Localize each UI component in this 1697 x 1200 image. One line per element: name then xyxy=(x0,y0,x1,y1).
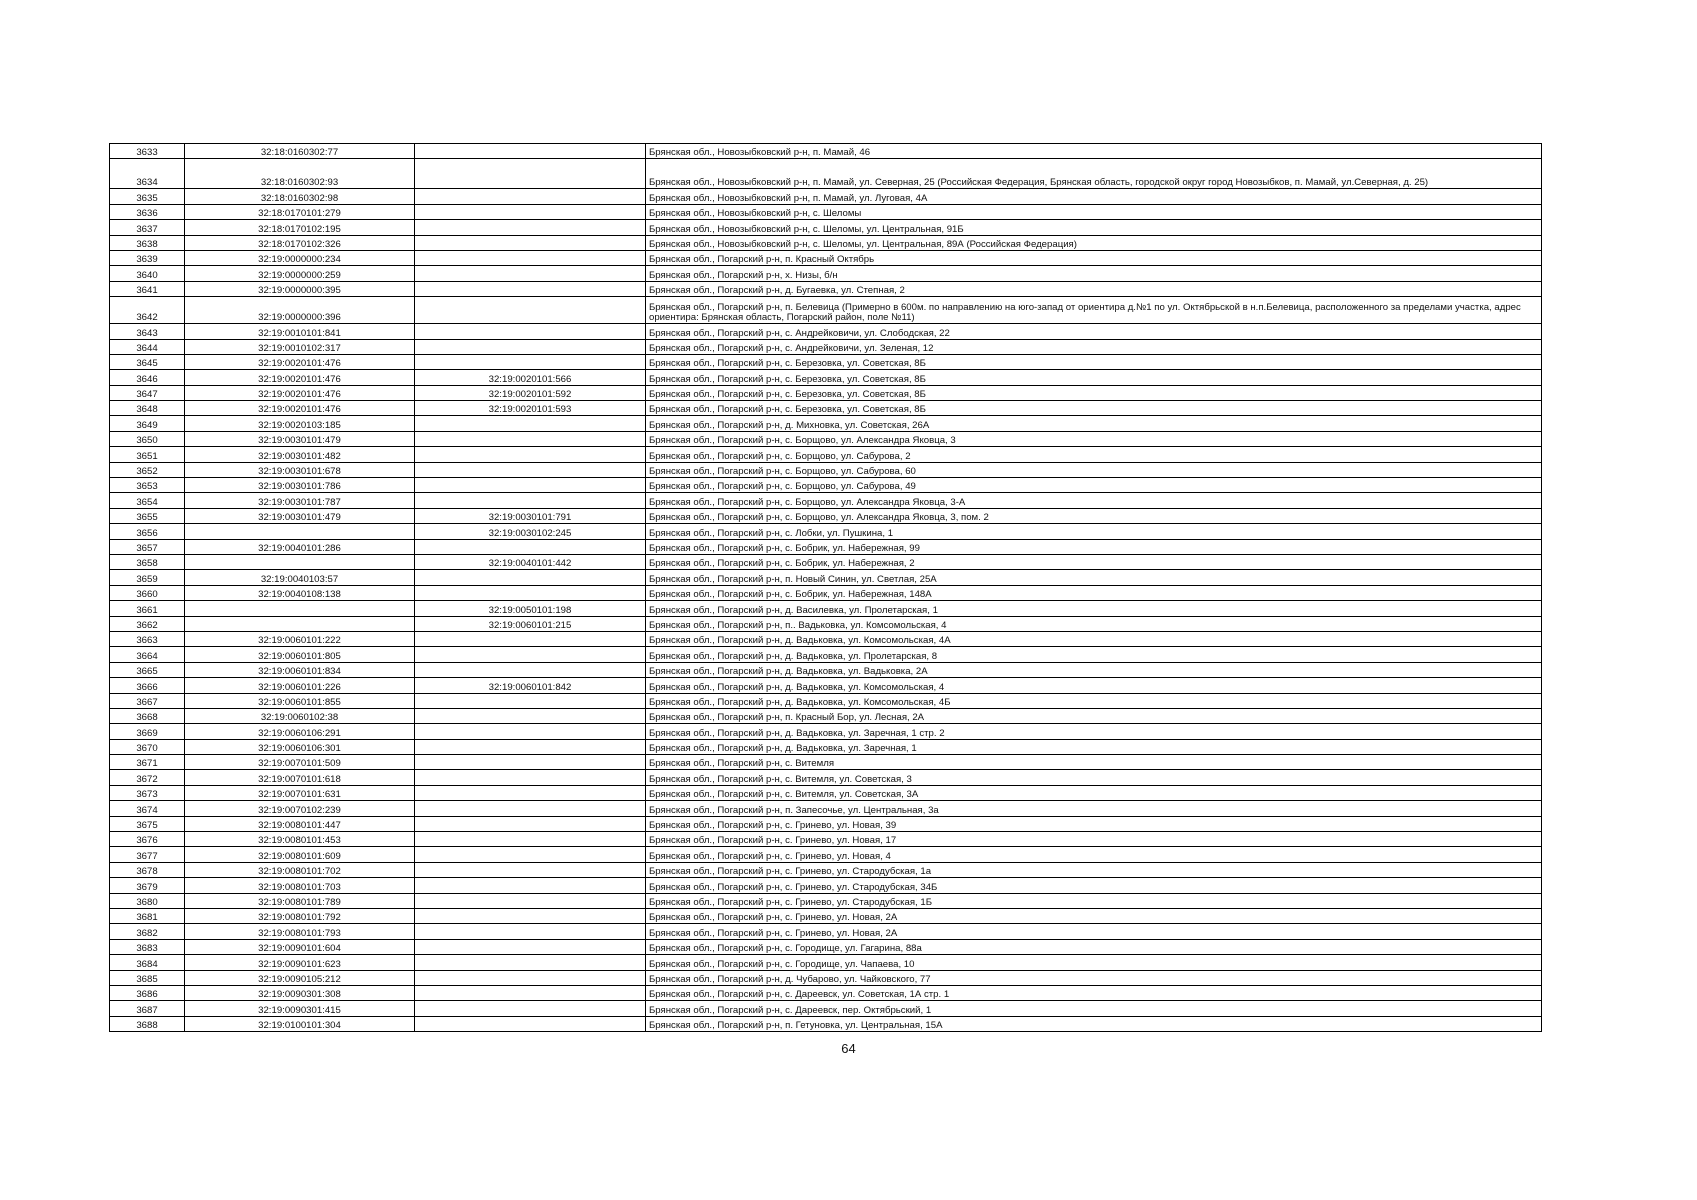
cadastral-number-cell: 32:19:0020101:476 xyxy=(185,401,415,416)
row-number-cell: 3666 xyxy=(110,678,185,693)
row-number-cell: 3667 xyxy=(110,693,185,708)
cadastral-number-cell: 32:19:0060101:834 xyxy=(185,662,415,677)
linked-cadastral-number-cell xyxy=(415,235,646,250)
linked-cadastral-number-cell xyxy=(415,204,646,219)
address-cell: Брянская обл., Погарский р-н, с. Бобрик, ул. Набережная, 2 xyxy=(646,554,1542,569)
linked-cadastral-number-cell xyxy=(415,908,646,923)
table-row xyxy=(110,508,1542,523)
table-row xyxy=(110,878,1542,893)
table-row xyxy=(110,924,1542,939)
linked-cadastral-number-cell xyxy=(415,693,646,708)
address-cell: Брянская обл., Погарский р-н, с. Лобки, ул. Пушкина, 1 xyxy=(646,524,1542,539)
linked-cadastral-number-cell: 32:19:0050101:198 xyxy=(415,601,646,616)
cadastral-number-cell: 32:18:0160302:77 xyxy=(185,144,415,159)
linked-cadastral-number-cell xyxy=(415,801,646,816)
row-number-cell: 3641 xyxy=(110,281,185,296)
linked-cadastral-number-cell xyxy=(415,755,646,770)
address-cell: Брянская обл., Погарский р-н, д. Чубарово, ул. Чайковского, 77 xyxy=(646,970,1542,985)
address-cell: Брянская обл., Погарский р-н, с. Борщово, ул. Сабурова, 60 xyxy=(646,462,1542,477)
row-number-cell: 3682 xyxy=(110,924,185,939)
address-cell: Брянская обл., Погарский р-н, п.. Вадьковка, ул. Комсомольская, 4 xyxy=(646,616,1542,631)
linked-cadastral-number-cell xyxy=(415,570,646,585)
row-number-cell: 3686 xyxy=(110,985,185,1000)
linked-cadastral-number-cell xyxy=(415,708,646,723)
row-number-cell: 3650 xyxy=(110,431,185,446)
row-number-cell: 3664 xyxy=(110,647,185,662)
table-row xyxy=(110,724,1542,739)
address-cell: Брянская обл., Погарский р-н, с. Березовка, ул. Советская, 8Б xyxy=(646,354,1542,369)
linked-cadastral-number-cell xyxy=(415,832,646,847)
address-cell: Брянская обл., Погарский р-н, с. Бобрик, ул. Набережная, 148А xyxy=(646,585,1542,600)
address-cell: Брянская обл., Погарский р-н, п. Белевица (Примерно в 600м. по направлению на юго-запад от ориентира д.№1 по ул. Октябрьской в н.п.Белевица, расположенного за пределами участка, адрес ориентира: Брянская область, Погарский район, поле №11) xyxy=(646,297,1542,324)
cadastral-number-cell: 32:19:0070102:239 xyxy=(185,801,415,816)
linked-cadastral-number-cell xyxy=(415,847,646,862)
cadastral-number-cell: 32:19:0040108:138 xyxy=(185,585,415,600)
linked-cadastral-number-cell xyxy=(415,770,646,785)
cadastral-number-cell: 32:19:0060102:38 xyxy=(185,708,415,723)
row-number-cell: 3640 xyxy=(110,266,185,281)
linked-cadastral-number-cell xyxy=(415,631,646,646)
linked-cadastral-number-cell xyxy=(415,462,646,477)
address-cell: Брянская обл., Погарский р-н, с. Борщово, ул. Сабурова, 49 xyxy=(646,478,1542,493)
row-number-cell: 3633 xyxy=(110,144,185,159)
cadastral-number-cell: 32:19:0020101:476 xyxy=(185,354,415,369)
address-cell: Брянская обл., Погарский р-н, с. Гринево, ул. Новая, 39 xyxy=(646,816,1542,831)
cadastral-number-cell: 32:18:0170101:279 xyxy=(185,204,415,219)
table-row xyxy=(110,662,1542,677)
cadastral-number-cell: 32:19:0020101:476 xyxy=(185,370,415,385)
cadastral-number-cell: 32:18:0170102:326 xyxy=(185,235,415,250)
table-row xyxy=(110,785,1542,800)
linked-cadastral-number-cell xyxy=(415,339,646,354)
linked-cadastral-number-cell xyxy=(415,189,646,204)
table-row xyxy=(110,493,1542,508)
cadastral-number-cell xyxy=(185,601,415,616)
linked-cadastral-number-cell xyxy=(415,955,646,970)
cadastral-number-cell: 32:19:0070101:509 xyxy=(185,755,415,770)
row-number-cell: 3681 xyxy=(110,908,185,923)
row-number-cell: 3675 xyxy=(110,816,185,831)
address-cell: Брянская обл., Новозыбковский р-н, п. Мамай, ул. Луговая, 4А xyxy=(646,189,1542,204)
table-row xyxy=(110,401,1542,416)
address-cell: Брянская обл., Погарский р-н, д. Вадьковка, ул. Комсомольская, 4А xyxy=(646,631,1542,646)
cadastral-number-cell: 32:19:0090101:604 xyxy=(185,939,415,954)
row-number-cell: 3659 xyxy=(110,570,185,585)
linked-cadastral-number-cell xyxy=(415,862,646,877)
cadastral-number-cell: 32:19:0010101:841 xyxy=(185,324,415,339)
address-cell: Брянская обл., Новозыбковский р-н, п. Мамай, 46 xyxy=(646,144,1542,159)
address-cell: Брянская обл., Новозыбковский р-н, с. Шеломы, ул. Центральная, 91Б xyxy=(646,220,1542,235)
address-cell: Брянская обл., Погарский р-н, с. Городище, ул. Чапаева, 10 xyxy=(646,955,1542,970)
row-number-cell: 3684 xyxy=(110,955,185,970)
address-cell: Брянская обл., Погарский р-н, с. Гринево, ул. Новая, 2А xyxy=(646,908,1542,923)
address-cell: Брянская обл., Погарский р-н, д. Бугаевка, ул. Степная, 2 xyxy=(646,281,1542,296)
table-row xyxy=(110,770,1542,785)
linked-cadastral-number-cell xyxy=(415,478,646,493)
table-row xyxy=(110,585,1542,600)
table-row xyxy=(110,235,1542,250)
address-cell: Брянская обл., Погарский р-н, д. Михновка, ул. Советская, 26А xyxy=(646,416,1542,431)
cadastral-number-cell: 32:19:0090301:415 xyxy=(185,1001,415,1016)
row-number-cell: 3663 xyxy=(110,631,185,646)
address-cell: Брянская обл., Погарский р-н, д. Вадьковка, ул. Комсомольская, 4 xyxy=(646,678,1542,693)
table-row xyxy=(110,801,1542,816)
row-number-cell: 3672 xyxy=(110,770,185,785)
address-cell: Брянская обл., Погарский р-н, с. Гринево, ул. Новая, 2А xyxy=(646,924,1542,939)
table-row xyxy=(110,431,1542,446)
address-cell: Брянская обл., Погарский р-н, с. Борщово, ул. Александра Яковца, 3 xyxy=(646,431,1542,446)
cadastral-number-cell: 32:19:0000000:395 xyxy=(185,281,415,296)
linked-cadastral-number-cell: 32:19:0020101:593 xyxy=(415,401,646,416)
table-row xyxy=(110,601,1542,616)
linked-cadastral-number-cell xyxy=(415,324,646,339)
table-row xyxy=(110,416,1542,431)
cadastral-number-cell: 32:19:0080101:702 xyxy=(185,862,415,877)
table-row xyxy=(110,755,1542,770)
address-cell: Брянская обл., Погарский р-н, с. Борщово, ул. Сабурова, 2 xyxy=(646,447,1542,462)
linked-cadastral-number-cell xyxy=(415,266,646,281)
cadastral-number-cell: 32:19:0010102:317 xyxy=(185,339,415,354)
linked-cadastral-number-cell xyxy=(415,1001,646,1016)
address-cell: Брянская обл., Погарский р-н, с. Березовка, ул. Советская, 8Б xyxy=(646,370,1542,385)
cadastral-number-cell: 32:19:0080101:453 xyxy=(185,832,415,847)
cadastral-number-cell: 32:19:0080101:793 xyxy=(185,924,415,939)
row-number-cell: 3648 xyxy=(110,401,185,416)
row-number-cell: 3677 xyxy=(110,847,185,862)
table-row xyxy=(110,832,1542,847)
linked-cadastral-number-cell xyxy=(415,878,646,893)
table-row xyxy=(110,204,1542,219)
address-cell: Брянская обл., Новозыбковский р-н, с. Шеломы xyxy=(646,204,1542,219)
registry-table xyxy=(109,143,1542,1032)
address-cell: Брянская обл., Погарский р-н, с. Андрейковичи, ул. Зеленая, 12 xyxy=(646,339,1542,354)
row-number-cell: 3634 xyxy=(110,159,185,189)
linked-cadastral-number-cell xyxy=(415,816,646,831)
row-number-cell: 3645 xyxy=(110,354,185,369)
linked-cadastral-number-cell xyxy=(415,724,646,739)
address-cell: Брянская обл., Погарский р-н, с. Дареевск, пер. Октябрьский, 1 xyxy=(646,1001,1542,1016)
table-row xyxy=(110,144,1542,159)
row-number-cell: 3651 xyxy=(110,447,185,462)
row-number-cell: 3647 xyxy=(110,385,185,400)
address-cell: Брянская обл., Погарский р-н, с. Городище, ул. Гагарина, 88а xyxy=(646,939,1542,954)
row-number-cell: 3654 xyxy=(110,493,185,508)
table-row xyxy=(110,478,1542,493)
cadastral-number-cell: 32:19:0060106:301 xyxy=(185,739,415,754)
cadastral-number-cell: 32:19:0060101:805 xyxy=(185,647,415,662)
address-cell: Брянская обл., Погарский р-н, д. Вадьковка, ул. Заречная, 1 стр. 2 xyxy=(646,724,1542,739)
table-row xyxy=(110,693,1542,708)
address-cell: Брянская обл., Погарский р-н, с. Борщово, ул. Александра Яковца, 3, пом. 2 xyxy=(646,508,1542,523)
address-cell: Брянская обл., Погарский р-н, с. Дареевск, ул. Советская, 1А стр. 1 xyxy=(646,985,1542,1000)
table-row xyxy=(110,462,1542,477)
row-number-cell: 3656 xyxy=(110,524,185,539)
table-row xyxy=(110,678,1542,693)
cadastral-number-cell: 32:19:0040103:57 xyxy=(185,570,415,585)
table-row xyxy=(110,539,1542,554)
linked-cadastral-number-cell xyxy=(415,144,646,159)
cadastral-number-cell: 32:19:0030101:482 xyxy=(185,447,415,462)
address-cell: Брянская обл., Погарский р-н, д. Василевка, ул. Пролетарская, 1 xyxy=(646,601,1542,616)
cadastral-number-cell: 32:19:0080101:789 xyxy=(185,893,415,908)
row-number-cell: 3637 xyxy=(110,220,185,235)
table-row xyxy=(110,985,1542,1000)
cadastral-number-cell: 32:19:0000000:259 xyxy=(185,266,415,281)
table-row xyxy=(110,1016,1542,1031)
table-row xyxy=(110,324,1542,339)
cadastral-number-cell: 32:19:0080101:447 xyxy=(185,816,415,831)
linked-cadastral-number-cell xyxy=(415,416,646,431)
row-number-cell: 3655 xyxy=(110,508,185,523)
cadastral-number-cell: 32:19:0070101:631 xyxy=(185,785,415,800)
linked-cadastral-number-cell: 32:19:0030102:245 xyxy=(415,524,646,539)
row-number-cell: 3635 xyxy=(110,189,185,204)
table-row xyxy=(110,250,1542,265)
linked-cadastral-number-cell: 32:19:0020101:592 xyxy=(415,385,646,400)
linked-cadastral-number-cell: 32:19:0030101:791 xyxy=(415,508,646,523)
row-number-cell: 3673 xyxy=(110,785,185,800)
address-cell: Брянская обл., Погарский р-н, д. Вадьковка, ул. Вадьковка, 2А xyxy=(646,662,1542,677)
table-row xyxy=(110,908,1542,923)
table-row xyxy=(110,862,1542,877)
address-cell: Брянская обл., Погарский р-н, с. Гринево, ул. Стародубская, 1а xyxy=(646,862,1542,877)
table-row xyxy=(110,816,1542,831)
row-number-cell: 3658 xyxy=(110,554,185,569)
row-number-cell: 3674 xyxy=(110,801,185,816)
table-row xyxy=(110,554,1542,569)
row-number-cell: 3639 xyxy=(110,250,185,265)
row-number-cell: 3643 xyxy=(110,324,185,339)
linked-cadastral-number-cell xyxy=(415,785,646,800)
cadastral-number-cell: 32:19:0000000:234 xyxy=(185,250,415,265)
linked-cadastral-number-cell xyxy=(415,924,646,939)
address-cell: Брянская обл., Погарский р-н, с. Березовка, ул. Советская, 8Б xyxy=(646,385,1542,400)
row-number-cell: 3683 xyxy=(110,939,185,954)
address-cell: Брянская обл., Погарский р-н, с. Гринево, ул. Стародубская, 1Б xyxy=(646,893,1542,908)
row-number-cell: 3653 xyxy=(110,478,185,493)
cadastral-number-cell: 32:19:0060101:222 xyxy=(185,631,415,646)
cadastral-number-cell: 32:19:0060101:855 xyxy=(185,693,415,708)
linked-cadastral-number-cell xyxy=(415,647,646,662)
cadastral-number-cell: 32:19:0090301:308 xyxy=(185,985,415,1000)
table-row xyxy=(110,847,1542,862)
row-number-cell: 3652 xyxy=(110,462,185,477)
row-number-cell: 3649 xyxy=(110,416,185,431)
cadastral-number-cell: 32:19:0060101:226 xyxy=(185,678,415,693)
cadastral-number-cell: 32:19:0030101:479 xyxy=(185,508,415,523)
row-number-cell: 3642 xyxy=(110,297,185,324)
cadastral-number-cell: 32:19:0090101:623 xyxy=(185,955,415,970)
address-cell: Брянская обл., Погарский р-н, с. Борщово, ул. Александра Яковца, 3-А xyxy=(646,493,1542,508)
cadastral-number-cell: 32:18:0160302:98 xyxy=(185,189,415,204)
linked-cadastral-number-cell xyxy=(415,893,646,908)
registry-table-body xyxy=(110,144,1542,1032)
cadastral-number-cell xyxy=(185,554,415,569)
cadastral-number-cell: 32:19:0060106:291 xyxy=(185,724,415,739)
linked-cadastral-number-cell xyxy=(415,281,646,296)
table-row xyxy=(110,1001,1542,1016)
table-row xyxy=(110,708,1542,723)
address-cell: Брянская обл., Погарский р-н, х. Низы, б/н xyxy=(646,266,1542,281)
address-cell: Брянская обл., Погарский р-н, с. Березовка, ул. Советская, 8Б xyxy=(646,401,1542,416)
cadastral-number-cell: 32:19:0030101:787 xyxy=(185,493,415,508)
linked-cadastral-number-cell xyxy=(415,739,646,754)
cadastral-number-cell: 32:19:0000000:396 xyxy=(185,297,415,324)
address-cell: Брянская обл., Погарский р-н, с. Витемля, ул. Советская, 3 xyxy=(646,770,1542,785)
cadastral-number-cell: 32:19:0030101:786 xyxy=(185,478,415,493)
row-number-cell: 3660 xyxy=(110,585,185,600)
cadastral-number-cell: 32:18:0160302:93 xyxy=(185,159,415,189)
cadastral-number-cell: 32:19:0080101:792 xyxy=(185,908,415,923)
table-row xyxy=(110,893,1542,908)
row-number-cell: 3657 xyxy=(110,539,185,554)
cadastral-number-cell: 32:19:0030101:479 xyxy=(185,431,415,446)
address-cell: Брянская обл., Погарский р-н, с. Витемля, ул. Советская, 3А xyxy=(646,785,1542,800)
address-cell: Брянская обл., Погарский р-н, п. Красный Бор, ул. Лесная, 2А xyxy=(646,708,1542,723)
cadastral-number-cell: 32:19:0070101:618 xyxy=(185,770,415,785)
table-row xyxy=(110,189,1542,204)
table-row xyxy=(110,647,1542,662)
linked-cadastral-number-cell xyxy=(415,970,646,985)
address-cell: Брянская обл., Погарский р-н, с. Андрейковичи, ул. Слободская, 22 xyxy=(646,324,1542,339)
address-cell: Брянская обл., Новозыбковский р-н, с. Шеломы, ул. Центральная, 89А (Российская Федерация) xyxy=(646,235,1542,250)
cadastral-number-cell: 32:19:0040101:286 xyxy=(185,539,415,554)
row-number-cell: 3679 xyxy=(110,878,185,893)
linked-cadastral-number-cell: 32:19:0040101:442 xyxy=(415,554,646,569)
table-row xyxy=(110,616,1542,631)
row-number-cell: 3665 xyxy=(110,662,185,677)
row-number-cell: 3680 xyxy=(110,893,185,908)
row-number-cell: 3661 xyxy=(110,601,185,616)
row-number-cell: 3668 xyxy=(110,708,185,723)
linked-cadastral-number-cell xyxy=(415,585,646,600)
address-cell: Брянская обл., Погарский р-н, с. Гринево, ул. Новая, 4 xyxy=(646,847,1542,862)
row-number-cell: 3644 xyxy=(110,339,185,354)
linked-cadastral-number-cell xyxy=(415,985,646,1000)
row-number-cell: 3678 xyxy=(110,862,185,877)
address-cell: Брянская обл., Погарский р-н, д. Вадьковка, ул. Пролетарская, 8 xyxy=(646,647,1542,662)
table-row xyxy=(110,281,1542,296)
linked-cadastral-number-cell xyxy=(415,939,646,954)
row-number-cell: 3636 xyxy=(110,204,185,219)
address-cell: Брянская обл., Погарский р-н, д. Вадьковка, ул. Заречная, 1 xyxy=(646,739,1542,754)
table-row xyxy=(110,570,1542,585)
cadastral-number-cell: 32:18:0170102:195 xyxy=(185,220,415,235)
table-row xyxy=(110,447,1542,462)
row-number-cell: 3676 xyxy=(110,832,185,847)
cadastral-number-cell xyxy=(185,524,415,539)
table-row xyxy=(110,939,1542,954)
table-row xyxy=(110,970,1542,985)
address-cell: Брянская обл., Погарский р-н, с. Бобрик, ул. Набережная, 99 xyxy=(646,539,1542,554)
cadastral-number-cell: 32:19:0080101:703 xyxy=(185,878,415,893)
page-number: 64 xyxy=(841,1041,856,1056)
table-row xyxy=(110,297,1542,324)
table-row xyxy=(110,631,1542,646)
table-row xyxy=(110,955,1542,970)
row-number-cell: 3671 xyxy=(110,755,185,770)
cadastral-number-cell: 32:19:0030101:678 xyxy=(185,462,415,477)
table-row xyxy=(110,266,1542,281)
table-row xyxy=(110,370,1542,385)
address-cell: Брянская обл., Погарский р-н, с. Гринево, ул. Новая, 17 xyxy=(646,832,1542,847)
cadastral-number-cell: 32:19:0090105:212 xyxy=(185,970,415,985)
linked-cadastral-number-cell xyxy=(415,250,646,265)
linked-cadastral-number-cell xyxy=(415,354,646,369)
address-cell: Брянская обл., Погарский р-н, д. Вадьковка, ул. Комсомольская, 4Б xyxy=(646,693,1542,708)
table-row xyxy=(110,339,1542,354)
cadastral-number-cell: 32:19:0100101:304 xyxy=(185,1016,415,1031)
table-row xyxy=(110,159,1542,189)
linked-cadastral-number-cell xyxy=(415,539,646,554)
table-row xyxy=(110,220,1542,235)
linked-cadastral-number-cell xyxy=(415,662,646,677)
table-row xyxy=(110,385,1542,400)
row-number-cell: 3669 xyxy=(110,724,185,739)
linked-cadastral-number-cell xyxy=(415,1016,646,1031)
row-number-cell: 3638 xyxy=(110,235,185,250)
row-number-cell: 3662 xyxy=(110,616,185,631)
linked-cadastral-number-cell xyxy=(415,493,646,508)
table-row xyxy=(110,354,1542,369)
cadastral-number-cell: 32:19:0080101:609 xyxy=(185,847,415,862)
linked-cadastral-number-cell xyxy=(415,431,646,446)
linked-cadastral-number-cell xyxy=(415,220,646,235)
row-number-cell: 3688 xyxy=(110,1016,185,1031)
row-number-cell: 3670 xyxy=(110,739,185,754)
cadastral-number-cell: 32:19:0020103:185 xyxy=(185,416,415,431)
row-number-cell: 3685 xyxy=(110,970,185,985)
linked-cadastral-number-cell: 32:19:0020101:566 xyxy=(415,370,646,385)
table-row xyxy=(110,524,1542,539)
cadastral-number-cell xyxy=(185,616,415,631)
address-cell: Брянская обл., Погарский р-н, п. Запесочье, ул. Центральная, 3а xyxy=(646,801,1542,816)
address-cell: Брянская обл., Погарский р-н, п. Гетуновка, ул. Центральная, 15А xyxy=(646,1016,1542,1031)
linked-cadastral-number-cell xyxy=(415,159,646,189)
address-cell: Брянская обл., Погарский р-н, с. Гринево, ул. Стародубская, 34Б xyxy=(646,878,1542,893)
linked-cadastral-number-cell: 32:19:0060101:842 xyxy=(415,678,646,693)
row-number-cell: 3687 xyxy=(110,1001,185,1016)
table-row xyxy=(110,739,1542,754)
address-cell: Брянская обл., Погарский р-н, п. Новый Синин, ул. Светлая, 25А xyxy=(646,570,1542,585)
linked-cadastral-number-cell xyxy=(415,447,646,462)
address-cell: Брянская обл., Погарский р-н, п. Красный Октябрь xyxy=(646,250,1542,265)
address-cell: Брянская обл., Погарский р-н, с. Витемля xyxy=(646,755,1542,770)
address-cell: Брянская обл., Новозыбковский р-н, п. Мамай, ул. Северная, 25 (Российская Федерация, Брянская область, городской округ город Новозыбков, п. Мамай, ул.Северная, д. 25) xyxy=(646,159,1542,189)
cadastral-number-cell: 32:19:0020101:476 xyxy=(185,385,415,400)
linked-cadastral-number-cell xyxy=(415,297,646,324)
linked-cadastral-number-cell: 32:19:0060101:215 xyxy=(415,616,646,631)
row-number-cell: 3646 xyxy=(110,370,185,385)
